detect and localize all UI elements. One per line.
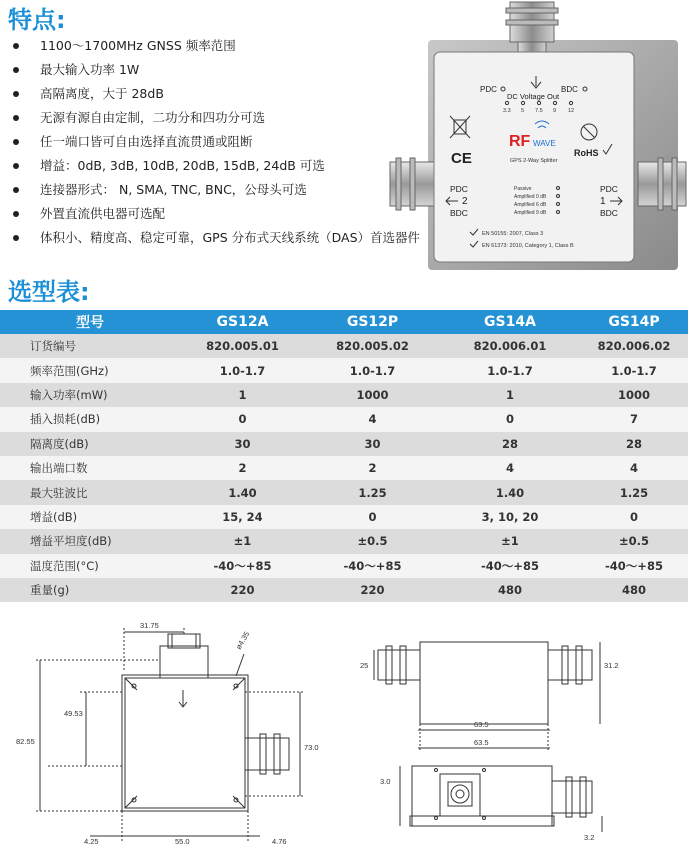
value-cell: 28	[580, 432, 688, 456]
feature-item: 增益：0dB, 3dB, 10dB, 20dB, 15dB, 24dB 可选	[12, 154, 432, 178]
value-cell: 3, 10, 20	[440, 505, 580, 529]
table-row	[0, 407, 688, 431]
value-cell: 1.40	[440, 480, 580, 504]
bullet-icon	[13, 91, 19, 97]
value-cell: 7	[580, 407, 688, 431]
param-cell: 订货编号	[0, 334, 180, 358]
value-cell: 0	[580, 505, 688, 529]
dim-label: 49.53	[64, 709, 83, 718]
mode-label: Amplified 0 dB	[514, 194, 547, 200]
value-cell: 2	[305, 456, 440, 480]
value-cell: 220	[180, 578, 305, 602]
param-cell: 隔离度(dB)	[0, 432, 180, 456]
bullet-icon	[13, 67, 19, 73]
dim-label: 31.75	[140, 621, 159, 630]
value-cell: 1000	[580, 383, 688, 407]
dim-label: ø4.35	[233, 629, 252, 651]
dim-label: 55.0	[175, 837, 190, 846]
value-cell: 1	[440, 383, 580, 407]
param-cell: 频率范围(GHz)	[0, 358, 180, 382]
value-cell: 1.40	[180, 480, 305, 504]
dim-label: 4.25	[84, 837, 99, 846]
param-cell: 重量(g)	[0, 578, 180, 602]
bullet-icon	[13, 43, 19, 49]
value-cell: 480	[580, 578, 688, 602]
value-cell: 0	[180, 407, 305, 431]
standard-1: EN 50155: 2007, Class 3	[482, 231, 544, 237]
dim-label: 63.5	[474, 720, 489, 729]
table-row	[0, 383, 688, 407]
value-cell: 2	[180, 456, 305, 480]
bullet-icon	[13, 115, 19, 121]
pdc-top-label: PDC	[480, 85, 497, 94]
value-cell: 4	[305, 407, 440, 431]
dim-label: 31.2	[604, 661, 619, 670]
bdc-top-label: BDC	[561, 85, 578, 94]
param-cell: 最大驻波比	[0, 480, 180, 504]
port2-bdc: BDC	[450, 208, 468, 218]
value-cell: 1.25	[580, 480, 688, 504]
param-cell: 温度范围(°C)	[0, 554, 180, 578]
dim-label: 82.55	[16, 737, 35, 746]
volt-value: 5	[521, 108, 525, 114]
feature-item: 外置直流供电器可选配	[12, 202, 432, 226]
port1-num: 1	[600, 196, 606, 207]
brand-rf: RF	[509, 133, 531, 150]
value-cell: 1000	[305, 383, 440, 407]
mode-label: Passive	[514, 186, 532, 192]
value-cell: 1.0-1.7	[580, 358, 688, 382]
feature-item: 1100～1700MHz GNSS 频率范围	[12, 34, 432, 58]
features-title: 特点:	[8, 6, 66, 34]
table-row	[0, 480, 688, 504]
volt-value: 9	[553, 108, 557, 114]
value-cell: 4	[580, 456, 688, 480]
spec-table	[0, 310, 688, 602]
dim-label: 4.76	[272, 837, 287, 846]
table-row	[0, 554, 688, 578]
param-cell: 增益(dB)	[0, 505, 180, 529]
brand-wave: WAVE	[533, 139, 556, 148]
value-cell: 30	[180, 432, 305, 456]
table-row	[0, 334, 688, 358]
mode-label: Amplified 6 dB	[514, 202, 547, 208]
param-cell: 输出端口数	[0, 456, 180, 480]
value-cell: 0	[440, 407, 580, 431]
value-cell: -40～+85	[580, 554, 688, 578]
standard-2: EN 61373: 2010, Category 1, Class B	[482, 243, 574, 249]
bullet-icon	[13, 235, 19, 241]
table-row	[0, 358, 688, 382]
feature-item: 任一端口皆可自由选择直流贯通或阻断	[12, 130, 432, 154]
feature-item: 体积小、精度高、稳定可靠，GPS 分布式天线系统（DAS）首选器件	[12, 226, 432, 250]
port1-pdc: PDC	[600, 184, 618, 194]
dim-label: 63.5	[474, 738, 489, 747]
value-cell: 820.005.01	[180, 334, 305, 358]
dim-label: 3.2	[584, 833, 595, 842]
bullet-icon	[13, 187, 19, 193]
bullet-icon	[13, 163, 19, 169]
value-cell: 15, 24	[180, 505, 305, 529]
value-cell: ±0.5	[305, 529, 440, 553]
value-cell: ±1	[180, 529, 305, 553]
header-model: GS14A	[440, 310, 580, 334]
dimension-drawings	[0, 606, 688, 851]
value-cell: -40～+85	[305, 554, 440, 578]
value-cell: 1	[180, 383, 305, 407]
bullet-icon	[13, 211, 19, 217]
value-cell: 820.005.02	[305, 334, 440, 358]
header-model: GS12A	[180, 310, 305, 334]
table-row	[0, 529, 688, 553]
feature-item: 无源有源自由定制，二功分和四功分可选	[12, 106, 432, 130]
value-cell: ±0.5	[580, 529, 688, 553]
value-cell: 480	[440, 578, 580, 602]
value-cell: 1.0-1.7	[440, 358, 580, 382]
right-connector-icon	[638, 158, 686, 210]
header-model: GS12P	[305, 310, 440, 334]
param-cell: 输入功率(mW)	[0, 383, 180, 407]
side-view-drawing	[374, 642, 600, 752]
port1-bdc: BDC	[600, 208, 618, 218]
spec-table-title: 选型表:	[8, 278, 90, 306]
value-cell: 4	[440, 456, 580, 480]
front-view-drawing	[36, 628, 304, 842]
value-cell: ±1	[440, 529, 580, 553]
value-cell: 1.0-1.7	[180, 358, 305, 382]
table-header-row	[0, 310, 688, 334]
value-cell: 820.006.02	[580, 334, 688, 358]
table-row	[0, 432, 688, 456]
feature-item: 连接器形式： N, SMA, TNC, BNC，公母头可选	[12, 178, 432, 202]
feature-item: 高隔离度，大于 28dB	[12, 82, 432, 106]
bottom-view-drawing	[400, 766, 602, 832]
ce-mark: CE	[451, 150, 472, 167]
table-row	[0, 578, 688, 602]
mode-label: Amplified 9 dB	[514, 210, 547, 216]
dc-voltage-label: DC Voltage Out	[507, 92, 560, 101]
volt-value: 3.3	[503, 108, 511, 114]
param-cell: 插入损耗(dB)	[0, 407, 180, 431]
left-connector-icon	[390, 158, 436, 210]
param-cell: 增益平坦度(dB)	[0, 529, 180, 553]
port2-num: 2	[462, 196, 468, 207]
table-row	[0, 456, 688, 480]
volt-value: 12	[568, 108, 575, 114]
value-cell: -40～+85	[180, 554, 305, 578]
dim-label: 3.0	[380, 777, 391, 786]
volt-value: 7.5	[535, 108, 543, 114]
table-row	[0, 505, 688, 529]
value-cell: 28	[440, 432, 580, 456]
feature-list	[12, 34, 432, 250]
port2-pdc: PDC	[450, 184, 468, 194]
value-cell: -40～+85	[440, 554, 580, 578]
value-cell: 30	[305, 432, 440, 456]
rohs-label: RoHS	[574, 148, 599, 158]
model-name: GPS 2-Way Splitter	[510, 158, 558, 164]
bullet-icon	[13, 139, 19, 145]
value-cell: 0	[305, 505, 440, 529]
header-param: 型号	[0, 310, 180, 334]
value-cell: 1.0-1.7	[305, 358, 440, 382]
value-cell: 220	[305, 578, 440, 602]
feature-item: 最大输入功率 1W	[12, 58, 432, 82]
header-model: GS14P	[580, 310, 688, 334]
product-photo	[388, 0, 688, 270]
dim-label: 25	[360, 661, 369, 670]
dim-label: 73.0	[304, 743, 319, 752]
value-cell: 1.25	[305, 480, 440, 504]
value-cell: 820.006.01	[440, 334, 580, 358]
